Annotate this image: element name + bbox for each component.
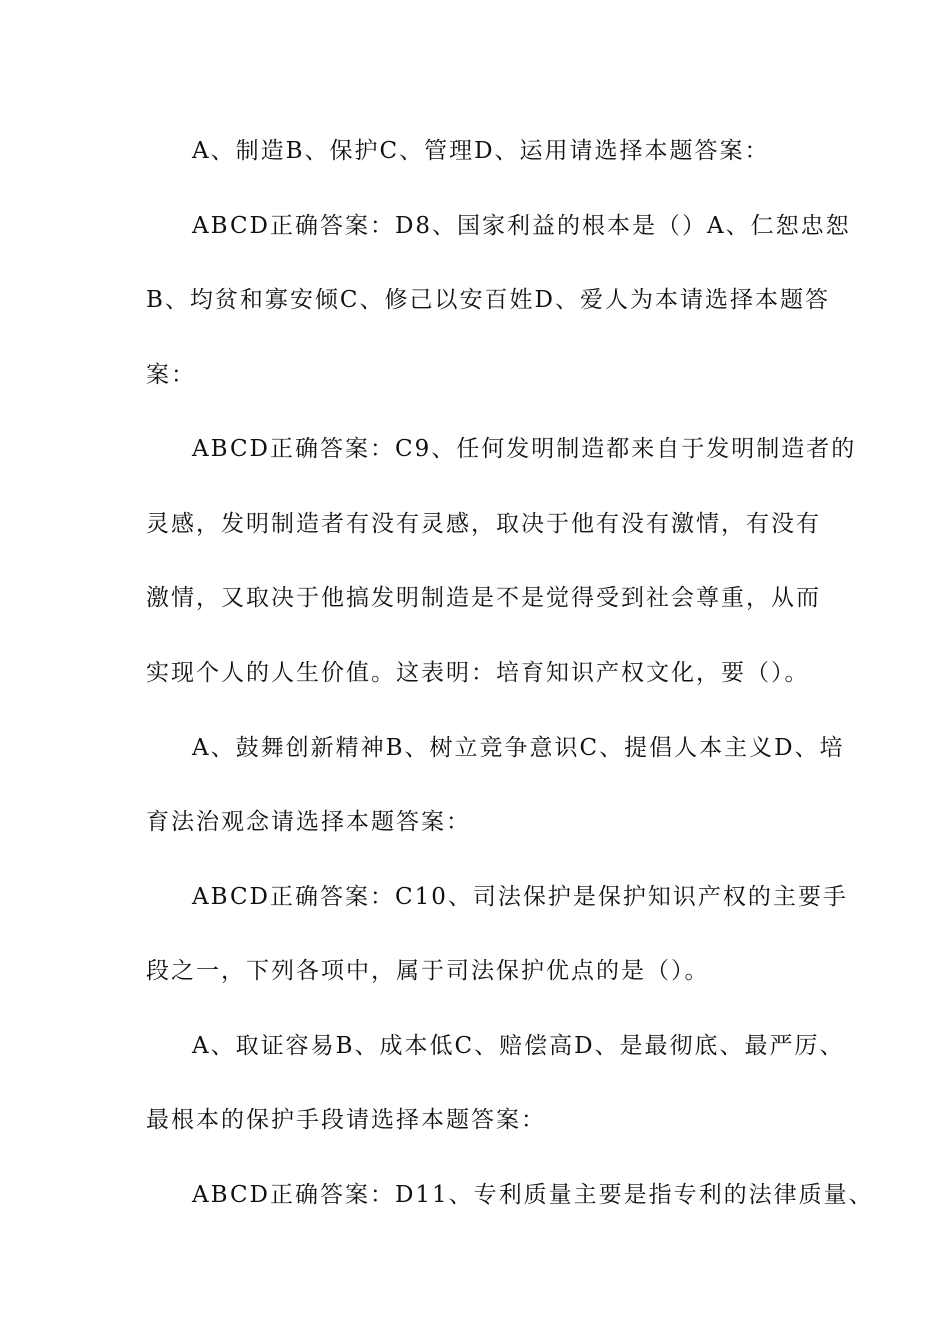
text-line: ABCD正确答案：D11、专利质量主要是指专利的法律质量、 [192, 1182, 874, 1208]
text-line: ABCD正确答案：D8、国家利益的根本是（）A、仁恕忠恕 [192, 213, 851, 239]
text-line: 段之一，下列各项中，属于司法保护优点的是（）。 [146, 958, 710, 984]
text-line: 实现个人的人生价值。这表明：培育知识产权文化，要（）。 [146, 660, 810, 686]
text-line: 育法治观念请选择本题答案： [146, 809, 471, 835]
text-line: 案： [146, 362, 196, 388]
text-line: ABCD正确答案：C9、任何发明制造都来自于发明制造者的 [192, 436, 857, 462]
text-line: A、取证容易B、成本低C、赔偿高D、是最彻底、最严厉、 [192, 1033, 845, 1059]
text-line: A、制造B、保护C、管理D、运用请选择本题答案： [192, 138, 770, 164]
text-line: 最根本的保护手段请选择本题答案： [146, 1107, 546, 1133]
text-line: A、鼓舞创新精神B、树立竞争意识C、提倡人本主义D、培 [192, 735, 845, 761]
text-line: 激情，又取决于他搞发明制造是不是觉得受到社会尊重，从而 [146, 585, 821, 611]
text-line: B、均贫和寡安倾C、修己以安百姓D、爱人为本请选择本题答 [146, 287, 830, 313]
text-line: 灵感，发明制造者有没有灵感，取决于他有没有激情，有没有 [146, 511, 821, 537]
text-line: ABCD正确答案：C10、司法保护是保护知识产权的主要手 [192, 884, 848, 910]
